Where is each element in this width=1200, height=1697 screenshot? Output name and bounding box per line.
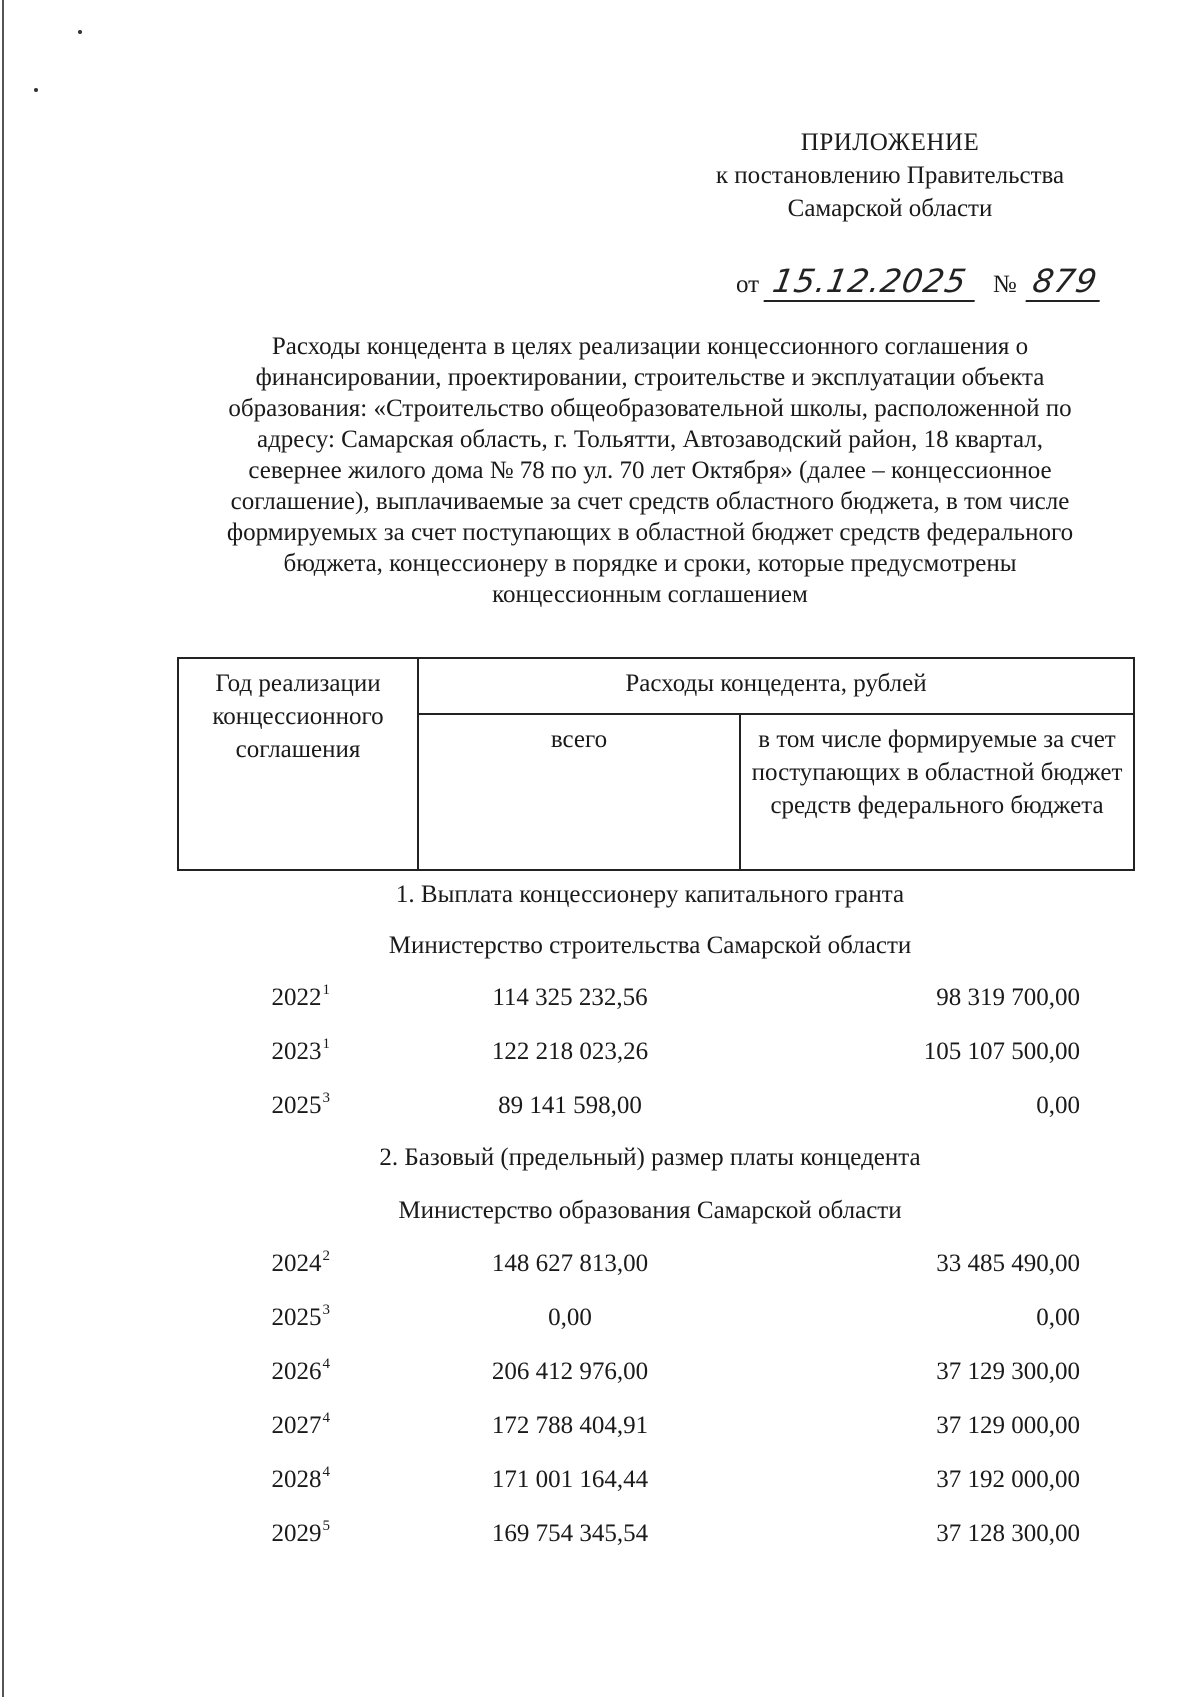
federal-column-header: в том числе формируемые за счет поступающих в областной бюджет средств федерального бюджета (740, 714, 1134, 870)
total-column-header: всего (418, 714, 740, 870)
title-line: формируемых за счет поступающих в областной бюджет средств федерального (226, 519, 1074, 546)
row-year: 2025$^3$ (271, 1302, 330, 1331)
footnote-mark: 5 (322, 1518, 330, 1534)
resolution-date-number (736, 262, 1103, 302)
footnote-mark: 2 (322, 1248, 330, 1264)
row-federal: 105 107 500,00 (923, 1038, 1080, 1065)
row-total: 114 325 232,56 (492, 984, 648, 1011)
row-year: 2022$^1$ (271, 982, 330, 1011)
row-year: 2023$^1$ (271, 1036, 330, 1065)
handwritten-number: 879 (1025, 262, 1106, 302)
table-row (0, 1466, 1200, 1502)
scan-speck (78, 30, 82, 34)
section-2-ministry: Министерство образования Самарской области (398, 1197, 902, 1224)
expenses-header-table (177, 657, 1135, 871)
row-year: 2026$^4$ (271, 1356, 330, 1385)
appendix-line-1: к постановлению Правительства (715, 162, 1065, 189)
row-total: 206 412 976,00 (491, 1358, 649, 1385)
row-federal: 98 319 700,00 (936, 984, 1080, 1011)
row-year: 2028$^4$ (271, 1464, 330, 1493)
section-1-ministry: Министерство строительства Самарской области (388, 932, 912, 959)
title-line: концессионным соглашением (492, 581, 808, 608)
table-row (0, 1304, 1200, 1340)
row-federal: 37 192 000,00 (936, 1466, 1080, 1493)
row-federal: 33 485 490,00 (936, 1250, 1080, 1277)
table-row (0, 1038, 1200, 1074)
year-column-header: Год реализации концессионного соглашения (178, 658, 418, 870)
expenses-column-header: Расходы концедента, рублей (418, 658, 1134, 714)
footnote-mark: 1 (322, 982, 330, 998)
row-federal: 0,00 (1036, 1304, 1080, 1331)
title-line: финансировании, проектировании, строительстве и эксплуатации объекта (255, 364, 1045, 391)
table-row (0, 1092, 1200, 1128)
row-federal: 37 129 300,00 (936, 1358, 1080, 1385)
title-line: соглашение), выплачиваемые за счет средств областного бюджета, в том числе (230, 488, 1070, 515)
row-total: 122 218 023,26 (491, 1038, 649, 1065)
footnote-mark: 3 (322, 1090, 330, 1106)
table-row (0, 1250, 1200, 1286)
footnote-mark: 4 (322, 1410, 330, 1426)
number-label: № (992, 271, 1017, 298)
row-total: 169 754 345,54 (491, 1520, 649, 1547)
title-line: образования: «Строительство общеобразовательной школы, расположенной по (228, 395, 1072, 422)
row-year: 2025$^3$ (271, 1090, 330, 1119)
footnote-mark: 1 (322, 1036, 330, 1052)
table-row (0, 1358, 1200, 1394)
handwritten-date: 15.12.2025 (764, 262, 982, 302)
row-total: 0,00 (548, 1304, 592, 1331)
row-federal: 37 129 000,00 (936, 1412, 1080, 1439)
table-row (0, 1412, 1200, 1448)
table-row (0, 984, 1200, 1020)
appendix-heading: ПРИЛОЖЕНИЕ (800, 129, 980, 156)
row-year: 2027$^4$ (271, 1410, 330, 1439)
section-1-title: 1. Выплата концессионеру капитального гранта (395, 881, 905, 908)
title-line: севернее жилого дома № 78 по ул. 70 лет Октября» (далее – концессионное (248, 457, 1052, 484)
row-year: 2029$^5$ (271, 1518, 330, 1547)
table-row (0, 1520, 1200, 1556)
footnote-mark: 4 (322, 1464, 330, 1480)
from-label: от (736, 271, 760, 298)
appendix-line-2: Самарской области (787, 195, 993, 222)
row-total: 171 001 164,44 (491, 1466, 649, 1493)
appendix-header (640, 126, 1140, 225)
row-federal: 0,00 (1036, 1092, 1080, 1119)
section-2-title: 2. Базовый (предельный) размер платы концедента (379, 1144, 921, 1171)
row-federal: 37 128 300,00 (936, 1520, 1080, 1547)
document-title (170, 331, 1130, 610)
footnote-mark: 4 (322, 1356, 330, 1372)
row-total: 89 141 598,00 (498, 1092, 642, 1119)
row-year: 2024$^2$ (271, 1248, 330, 1277)
title-line: бюджета, концессионеру в порядке и сроки, которые предусмотрены (283, 550, 1017, 577)
row-total: 148 627 813,00 (491, 1250, 649, 1277)
scan-speck (34, 88, 38, 92)
footnote-mark: 3 (322, 1302, 330, 1318)
row-total: 172 788 404,91 (491, 1412, 649, 1439)
title-line: Расходы концедента в целях реализации концессионного соглашения о (271, 333, 1029, 360)
title-line: адресу: Самарская область, г. Тольятти, Автозаводский район, 18 квартал, (256, 426, 1044, 453)
